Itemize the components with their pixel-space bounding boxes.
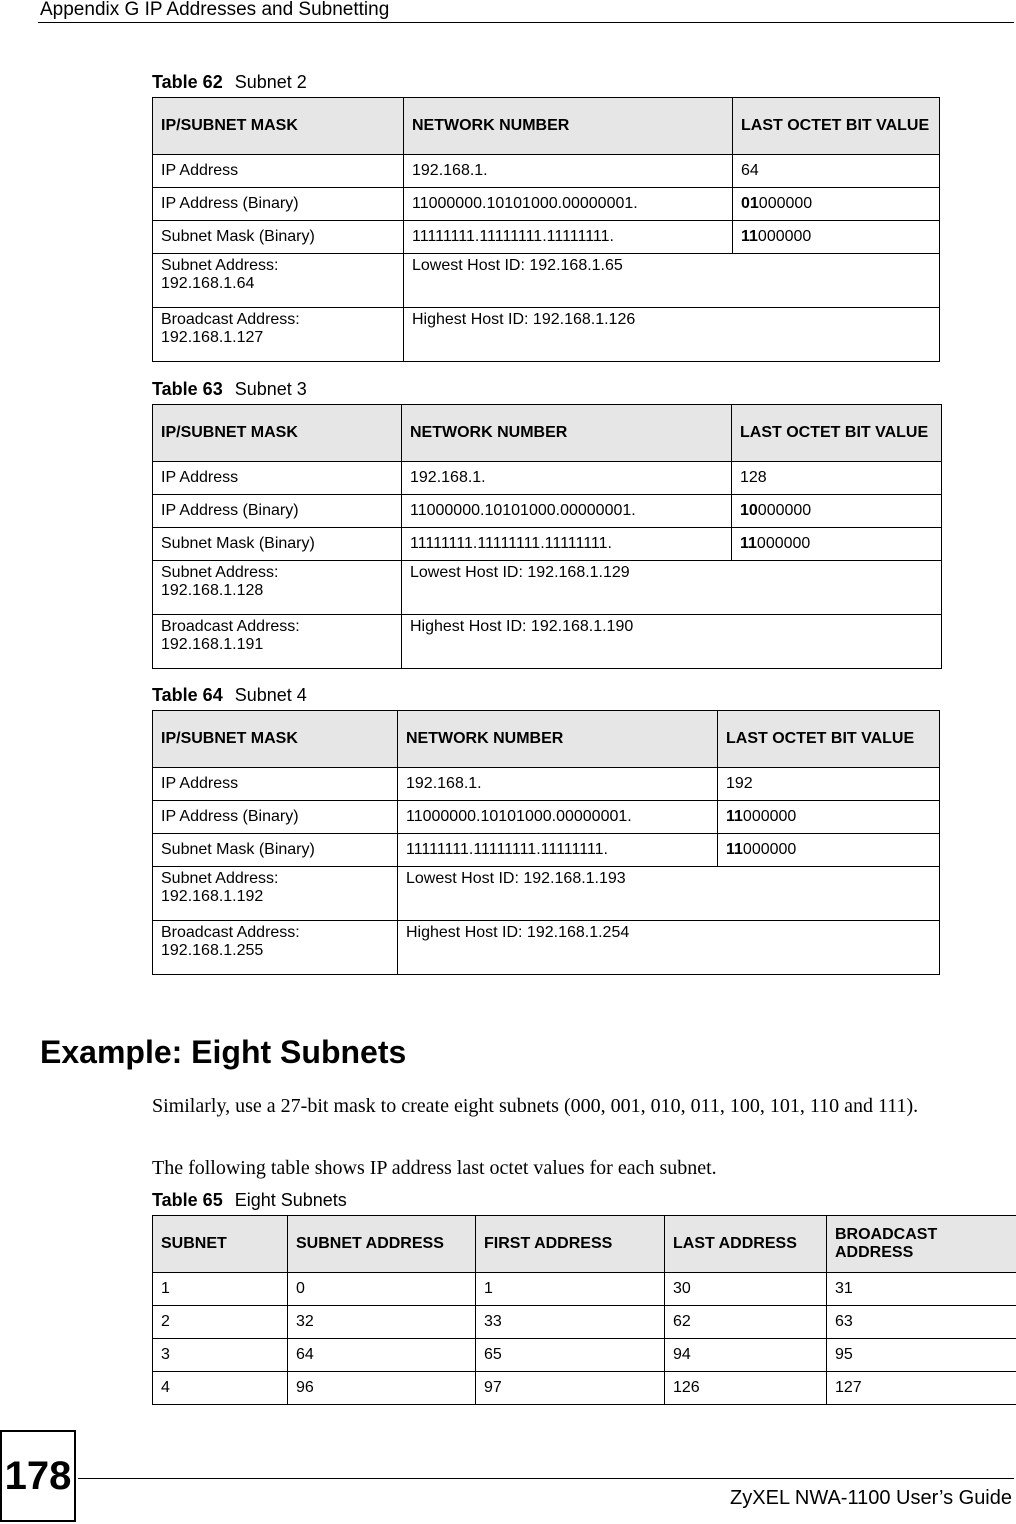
footer-guide-title: ZyXEL NWA-1100 User’s Guide [730, 1487, 1012, 1509]
table-row [153, 254, 940, 308]
table-cell: 65 [476, 1339, 665, 1372]
row-label: IP Address (Binary) [153, 495, 402, 528]
bit-value-bold: 01 [741, 195, 759, 212]
table-row [153, 561, 942, 615]
table-64-caption [152, 685, 307, 705]
bit-value-rest: 000000 [742, 841, 797, 858]
bit-value-rest: 000000 [758, 195, 813, 212]
last-octet-value [733, 188, 940, 221]
caption-text: Eight Subnets [234, 1190, 347, 1210]
bit-value-rest: 192 [726, 775, 753, 792]
table-cell: 0 [288, 1273, 476, 1306]
bit-value-rest: 000000 [756, 535, 811, 552]
table-cell: 4 [153, 1372, 288, 1405]
table-header-row [153, 98, 940, 155]
table-row [153, 495, 942, 528]
caption-label: Table 65 [152, 1190, 223, 1210]
last-octet-value [732, 495, 942, 528]
column-header: NETWORK NUMBER [398, 711, 718, 768]
table-header-row [153, 711, 940, 768]
table-row [153, 867, 940, 921]
caption-label: Table 64 [152, 685, 223, 705]
lowest-host-id: Lowest Host ID: 192.168.1.65 [404, 254, 940, 308]
lowest-host-id: Lowest Host ID: 192.168.1.129 [402, 561, 942, 615]
table-cell: 32 [288, 1306, 476, 1339]
table-63-caption [152, 379, 307, 399]
column-header: NETWORK NUMBER [404, 98, 733, 155]
broadcast-address-value: 192.168.1.127 [161, 329, 264, 346]
highest-host-id: Highest Host ID: 192.168.1.254 [398, 921, 940, 975]
broadcast-address-label: Broadcast Address: [161, 618, 300, 635]
table-cell: 1 [476, 1273, 665, 1306]
table-cell: 62 [665, 1306, 827, 1339]
row-label: Subnet Mask (Binary) [153, 528, 402, 561]
table-64 [152, 710, 940, 975]
table-62-caption [152, 72, 307, 92]
table-row [153, 462, 942, 495]
caption-label: Table 62 [152, 72, 223, 92]
body-paragraph: Similarly, use a 27-bit mask to create eight subnets (000, 001, 010, 011, 100, 101, 110 and 111). [152, 1095, 919, 1117]
network-number: 11111111.11111111.11111111. [398, 834, 718, 867]
table-cell: 1 [153, 1273, 288, 1306]
subnet-address-cell [153, 561, 402, 615]
table-row [153, 1306, 1016, 1339]
table-cell: 2 [153, 1306, 288, 1339]
table-cell: 127 [827, 1372, 1016, 1405]
table-cell: 126 [665, 1372, 827, 1405]
table-row [153, 1339, 1016, 1372]
table-row [153, 615, 942, 669]
caption-text: Subnet 3 [234, 379, 307, 399]
table-row [153, 921, 940, 975]
bit-value-bold: 10 [740, 502, 758, 519]
column-header: NETWORK NUMBER [402, 405, 732, 462]
column-header: LAST OCTET BIT VALUE [733, 98, 940, 155]
bit-value-bold: 11 [726, 808, 743, 825]
column-header: SUBNET ADDRESS [288, 1216, 476, 1273]
table-65 [152, 1215, 1016, 1405]
row-label: IP Address [153, 155, 404, 188]
table-62 [152, 97, 940, 362]
table-cell: 97 [476, 1372, 665, 1405]
table-row [153, 1372, 1016, 1405]
row-label: Subnet Mask (Binary) [153, 221, 404, 254]
last-octet-value [732, 528, 942, 561]
subnet-address-value: 192.168.1.64 [161, 275, 255, 292]
table-row [153, 834, 940, 867]
table-row [153, 221, 940, 254]
column-header: LAST ADDRESS [665, 1216, 827, 1273]
column-header: IP/SUBNET MASK [153, 98, 404, 155]
body-paragraph: The following table shows IP address last octet values for each subnet. [152, 1157, 717, 1179]
highest-host-id: Highest Host ID: 192.168.1.126 [404, 308, 940, 362]
table-row [153, 1273, 1016, 1306]
row-label: IP Address [153, 768, 398, 801]
broadcast-address-value: 192.168.1.255 [161, 942, 264, 959]
column-header: IP/SUBNET MASK [153, 711, 398, 768]
network-number: 11000000.10101000.00000001. [402, 495, 732, 528]
table-header-row [153, 1216, 1016, 1273]
bit-value-rest: 000000 [757, 502, 812, 519]
last-octet-value [718, 801, 940, 834]
subnet-address-label: Subnet Address: [161, 257, 279, 274]
running-header: Appendix G IP Addresses and Subnetting [40, 0, 390, 20]
network-number: 11000000.10101000.00000001. [398, 801, 718, 834]
table-row [153, 155, 940, 188]
last-octet-value [733, 155, 940, 188]
column-header: LAST OCTET BIT VALUE [718, 711, 940, 768]
page-number: 178 [0, 1430, 76, 1522]
table-row [153, 308, 940, 362]
subnet-address-value: 192.168.1.128 [161, 582, 264, 599]
column-header: BROADCAST ADDRESS [827, 1216, 1016, 1273]
bit-value-rest: 128 [740, 469, 767, 486]
table-cell: 30 [665, 1273, 827, 1306]
broadcast-address-cell [153, 308, 404, 362]
table-cell: 3 [153, 1339, 288, 1372]
footer-rule [78, 1478, 1014, 1479]
subnet-address-cell [153, 867, 398, 921]
table-cell: 33 [476, 1306, 665, 1339]
subnet-address-label: Subnet Address: [161, 870, 279, 887]
table-63 [152, 404, 942, 669]
table-row [153, 528, 942, 561]
table-65-caption [152, 1190, 347, 1210]
column-header: LAST OCTET BIT VALUE [732, 405, 942, 462]
column-header: SUBNET [153, 1216, 288, 1273]
broadcast-address-value: 192.168.1.191 [161, 636, 264, 653]
row-label: Subnet Mask (Binary) [153, 834, 398, 867]
last-octet-value [718, 768, 940, 801]
row-label: IP Address (Binary) [153, 188, 404, 221]
network-number: 192.168.1. [404, 155, 733, 188]
network-number: 11111111.11111111.11111111. [404, 221, 733, 254]
subnet-address-cell [153, 254, 404, 308]
network-number: 11000000.10101000.00000001. [404, 188, 733, 221]
row-label: IP Address [153, 462, 402, 495]
last-octet-value [718, 834, 940, 867]
table-header-row [153, 405, 942, 462]
subnet-address-label: Subnet Address: [161, 564, 279, 581]
bit-value-rest: 64 [741, 162, 759, 179]
broadcast-address-label: Broadcast Address: [161, 311, 300, 328]
last-octet-value [733, 221, 940, 254]
caption-text: Subnet 2 [234, 72, 307, 92]
table-cell: 96 [288, 1372, 476, 1405]
bit-value-rest: 000000 [742, 808, 797, 825]
table-row [153, 801, 940, 834]
bit-value-bold: 11 [726, 841, 743, 858]
highest-host-id: Highest Host ID: 192.168.1.190 [402, 615, 942, 669]
lowest-host-id: Lowest Host ID: 192.168.1.193 [398, 867, 940, 921]
broadcast-address-cell [153, 615, 402, 669]
table-cell: 63 [827, 1306, 1016, 1339]
subnet-address-value: 192.168.1.192 [161, 888, 264, 905]
broadcast-address-cell [153, 921, 398, 975]
section-title: Example: Eight Subnets [40, 1034, 407, 1070]
table-cell: 31 [827, 1273, 1016, 1306]
caption-label: Table 63 [152, 379, 223, 399]
header-rule [38, 22, 1014, 23]
bit-value-bold: 11 [740, 535, 757, 552]
row-label: IP Address (Binary) [153, 801, 398, 834]
bit-value-bold: 11 [741, 228, 758, 245]
network-number: 192.168.1. [402, 462, 732, 495]
table-row [153, 188, 940, 221]
network-number: 192.168.1. [398, 768, 718, 801]
table-cell: 95 [827, 1339, 1016, 1372]
table-row [153, 768, 940, 801]
network-number: 11111111.11111111.11111111. [402, 528, 732, 561]
column-header: IP/SUBNET MASK [153, 405, 402, 462]
table-cell: 94 [665, 1339, 827, 1372]
bit-value-rest: 000000 [757, 228, 812, 245]
caption-text: Subnet 4 [234, 685, 307, 705]
broadcast-address-label: Broadcast Address: [161, 924, 300, 941]
last-octet-value [732, 462, 942, 495]
table-cell: 64 [288, 1339, 476, 1372]
column-header: FIRST ADDRESS [476, 1216, 665, 1273]
